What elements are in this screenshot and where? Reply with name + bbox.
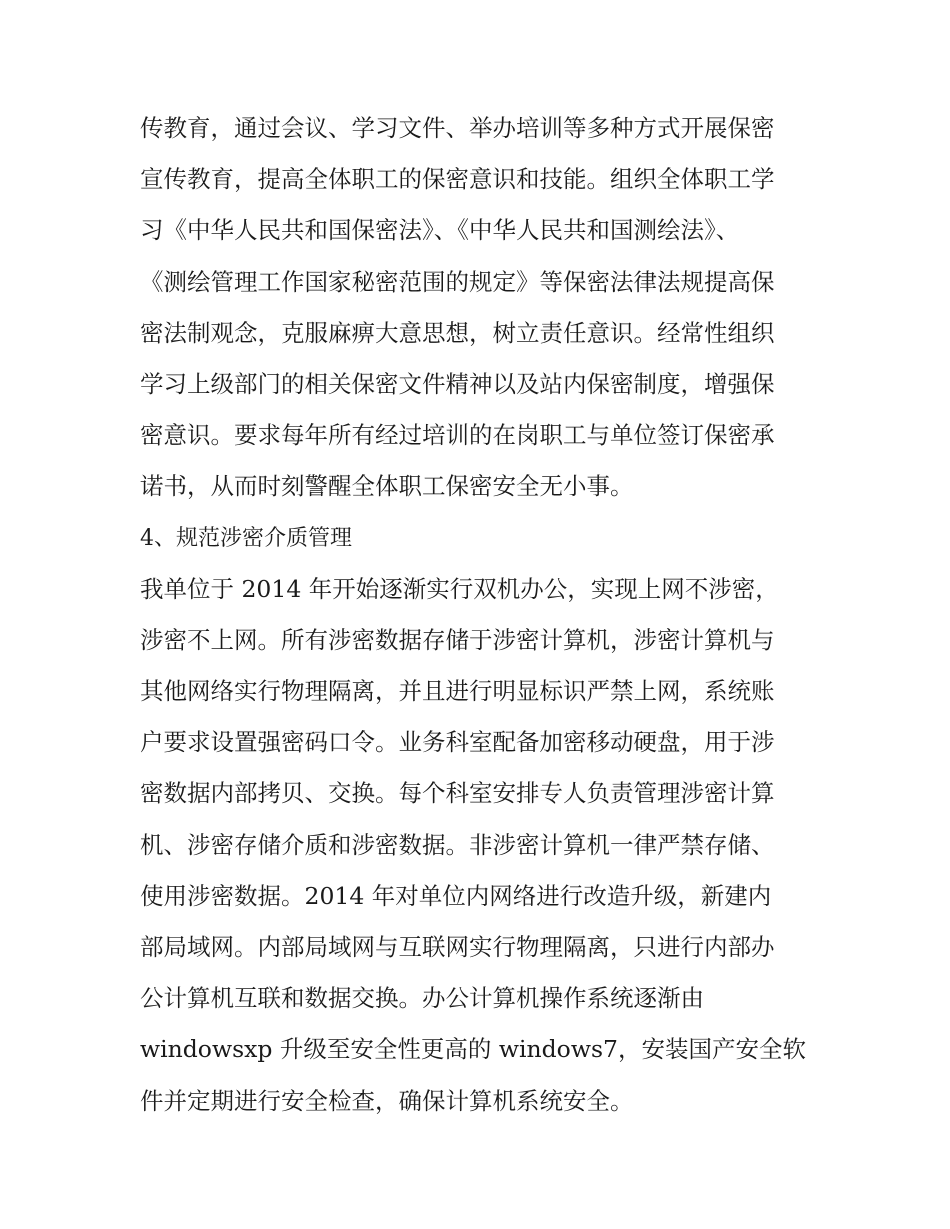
paragraph-line: 密法制观念，克服麻痹大意思想，树立责任意识。经常性组织: [140, 318, 775, 347]
paragraph-line: 件并定期进行安全检查，确保计算机系统安全。: [140, 1086, 634, 1115]
paragraph-line: 我单位于 2014 年开始逐渐实行双机办公，实现上网不涉密，: [140, 574, 779, 603]
paragraph-line: 部局域网。内部局域网与互联网实行物理隔离，只进行内部办: [140, 933, 775, 961]
paragraph-line: 户要求设置强密码口令。业务科室配备加密移动硬盘，用于涉: [140, 728, 775, 757]
paragraph-line: 其他网络实行物理隔离，并且进行明显标识严禁上网，系统账: [140, 677, 775, 706]
paragraph-line: 密意识。要求每年所有经过培训的在岗职工与单位签订保密承: [140, 421, 775, 450]
section-heading: 4、规范涉密介质管理: [140, 525, 352, 551]
paragraph-line: 密数据内部拷贝、交换。每个科室安排专人负责管理涉密计算: [140, 779, 775, 808]
document-body: [140, 103, 820, 1127]
paragraph-line: 诺书，从而时刻警醒全体职工保密安全无小事。: [140, 472, 634, 501]
paragraph-line: 学习上级部门的相关保密文件精神以及站内保密制度，增强保: [140, 369, 775, 398]
paragraph-line: 机、涉密存储介质和涉密数据。非涉密计算机一律严禁存储、: [140, 830, 775, 859]
paragraph-line: 涉密不上网。所有涉密数据存储于涉密计算机，涉密计算机与: [140, 625, 775, 654]
paragraph-line: 宣传教育，提高全体职工的保密意识和技能。组织全体职工学: [140, 165, 775, 194]
paragraph-line: 使用涉密数据。2014 年对单位内网络进行改造升级，新建内: [140, 881, 772, 910]
paragraph-line: 《测绘管理工作国家秘密范围的规定》等保密法律法规提高保: [140, 267, 775, 296]
paragraph-line: windowsxp 升级至安全性更高的 windows7，安装国产安全软: [140, 1035, 806, 1064]
paragraph-line: 公计算机互联和数据交换。办公计算机操作系统逐渐由: [140, 984, 704, 1013]
paragraph-line: 习《中华人民共和国保密法》、《中华人民共和国测绘法》、: [140, 216, 740, 245]
paragraph-line: 传教育，通过会议、学习文件、举办培训等多种方式开展保密: [140, 114, 775, 142]
